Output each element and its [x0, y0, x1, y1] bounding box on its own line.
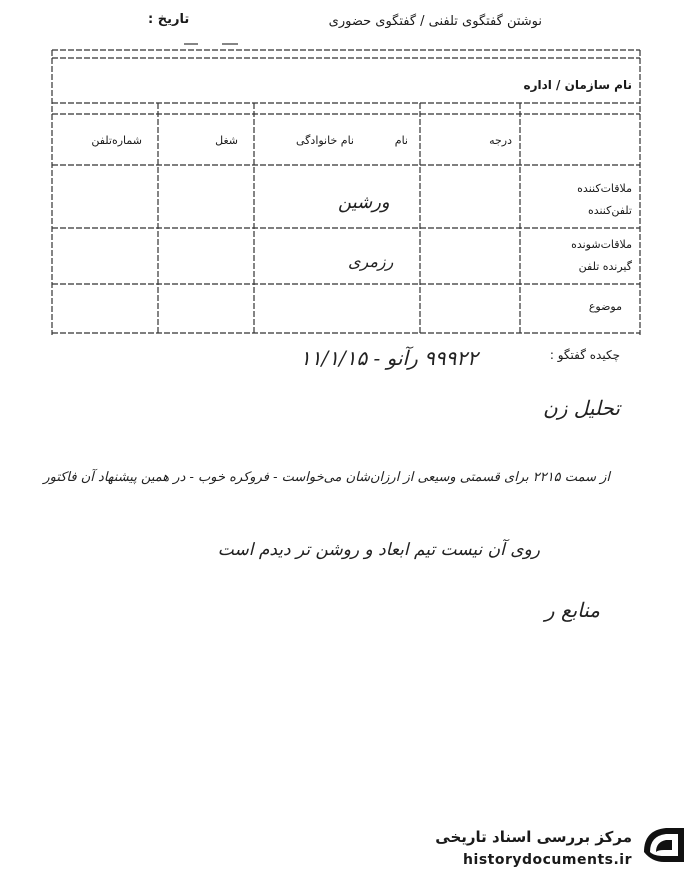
row-visitor-label: ملاقات‌کننده — [577, 182, 632, 195]
handwritten-visitor-name: ورشین — [338, 192, 390, 213]
summary-line-4: منابع ر — [544, 598, 600, 622]
row-subject-label: موضوع — [588, 300, 622, 313]
org-label: نام سازمان / اداره — [523, 78, 632, 92]
archive-url: historydocuments.ir — [463, 852, 632, 868]
book-icon — [638, 822, 690, 874]
summary-line-2: از سمت ۲۲۱۵ برای قسمتی وسیعی از ارزان‌شان می‌خواست - فروکره خوب - در همین پیشنهاد آن فاکتور — [43, 470, 610, 485]
col-job: شغل — [215, 134, 238, 147]
archive-logo — [400, 818, 690, 878]
form-type-label: نوشتن گفتگوی تلفنی / گفتگوی حضوری — [328, 14, 542, 29]
row-caller-label: تلفن‌کننده — [587, 204, 632, 217]
handwritten-visited-name: رزمری — [348, 252, 394, 271]
row-receiver-label: گیرنده تلفن — [578, 260, 632, 273]
col-phone: شماره‌تلفن — [91, 134, 142, 147]
col-family-name: نام خانوادگی — [296, 134, 354, 147]
archive-name: مرکز بررسی اسناد تاریخی — [435, 828, 632, 846]
summary-date-line: ۹۹۹۲۲ رآنو - ۱۱/۱/۱۵ — [300, 346, 478, 370]
date-label: تاریخ : — [148, 12, 190, 27]
row-visited-label: ملاقات‌شونده — [571, 238, 632, 251]
col-name: نام — [394, 134, 408, 147]
summary-label: چکیده گفتگو : — [549, 348, 620, 362]
col-rank: درجه — [489, 134, 512, 147]
summary-line-3: روی آن نیست تیم ابعاد و روشن تر دیدم است — [217, 540, 540, 560]
summary-line-1: تحلیل زن — [543, 396, 620, 420]
